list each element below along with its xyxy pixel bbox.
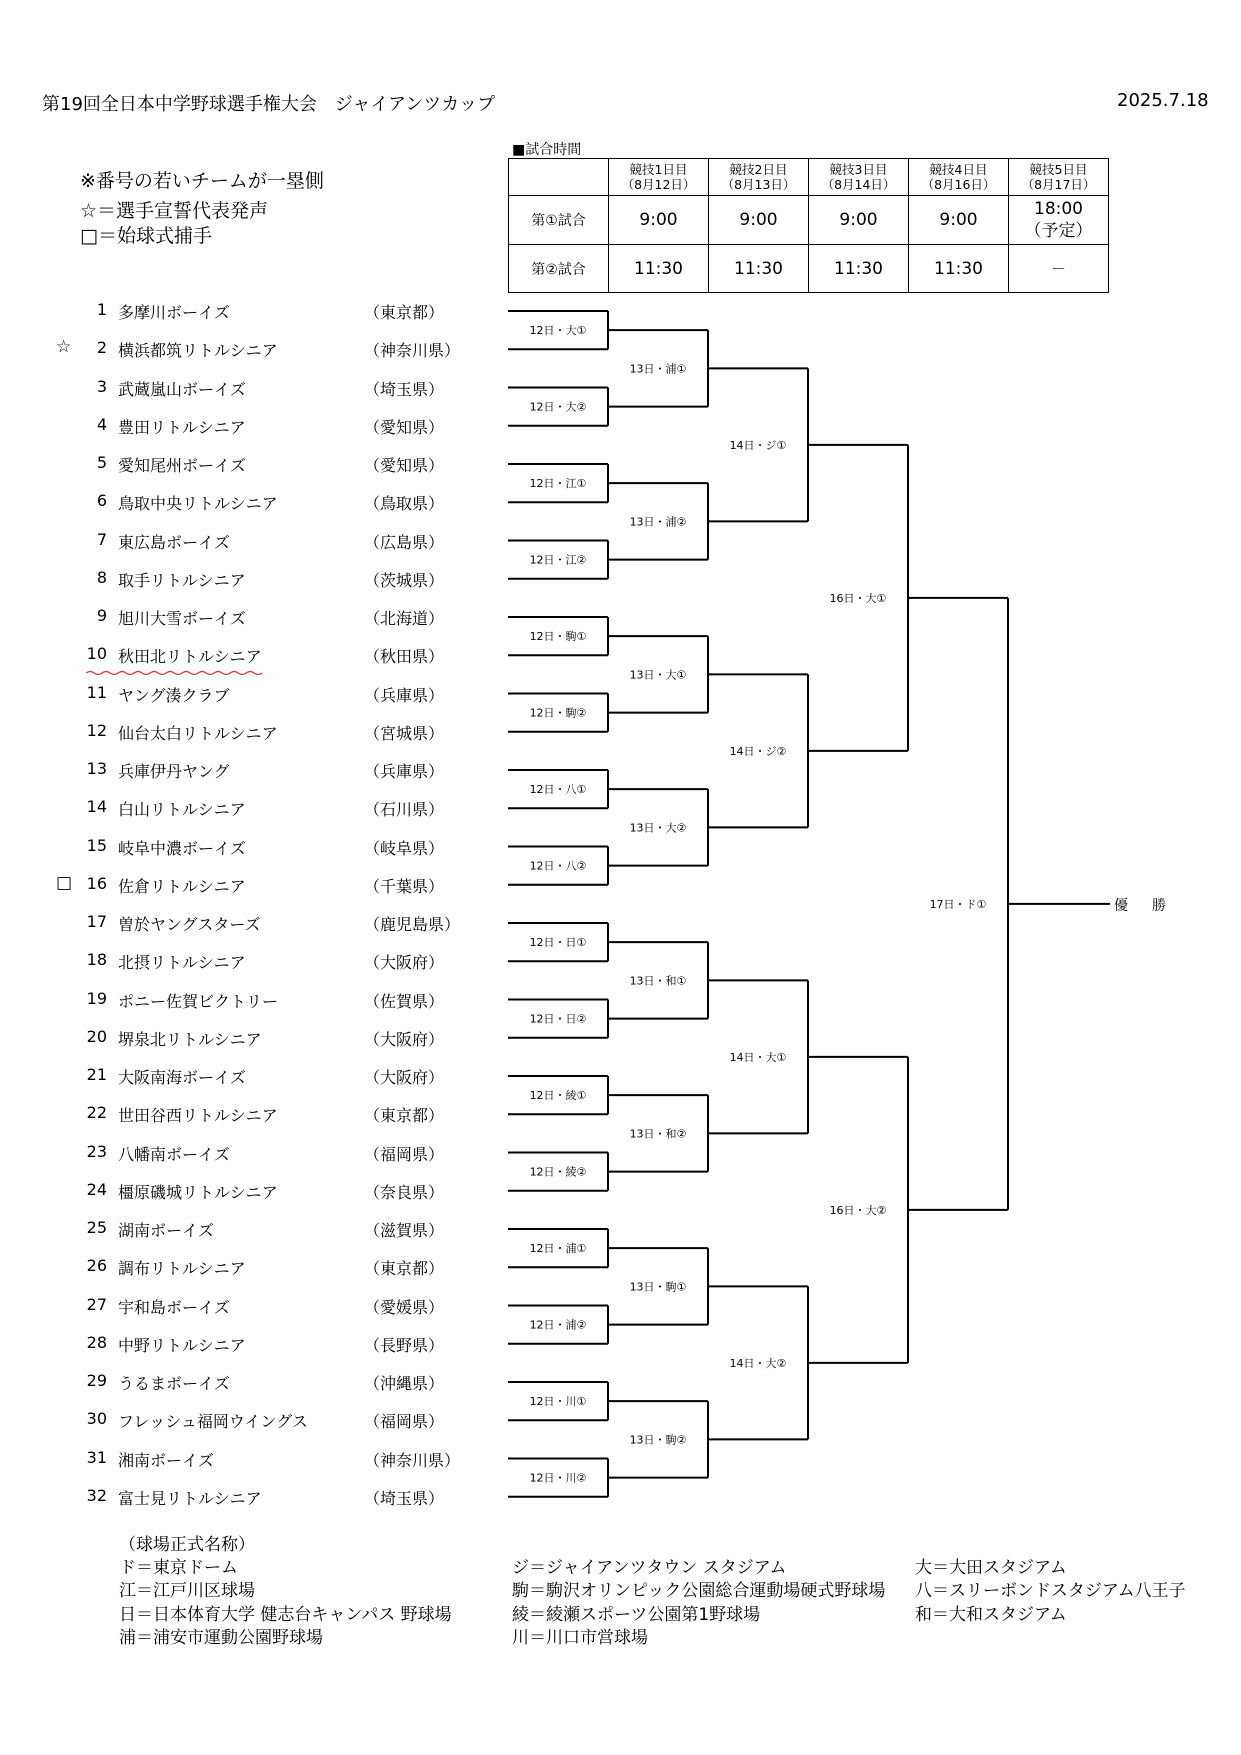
row-label: 第②試合 [509, 245, 609, 293]
team-number: 18 [86, 950, 107, 970]
match-label-r2: 13日・浦② [629, 515, 687, 529]
match-label-r3: 14日・ジ② [729, 744, 787, 758]
match-label-r3: 14日・大② [729, 1356, 787, 1370]
venue-item: 駒＝駒沢オリンピック公園総合運動場硬式野球場 [512, 1581, 886, 1601]
match-label-r1: 12日・駒② [529, 706, 587, 720]
team-prefecture: （千葉県） [364, 876, 445, 896]
team-number: 23 [86, 1141, 107, 1161]
venue-item: ジ＝ジャイアンツタウン スタジアム [512, 1558, 787, 1578]
team-prefecture: （宮城県） [364, 723, 445, 743]
match-label-r1: 12日・川② [529, 1471, 587, 1485]
match-label-r1: 12日・江② [529, 553, 587, 567]
match-label-r1: 12日・浦① [529, 1242, 587, 1256]
team-number: 22 [86, 1103, 107, 1123]
team-number: 14 [86, 797, 107, 817]
day-1-header: 競技1日目 （8月12日） [609, 159, 709, 196]
team-number: 4 [96, 414, 107, 434]
team-prefecture: （兵庫県） [364, 762, 445, 781]
time-cell: － [1009, 245, 1109, 293]
match-label-r1: 12日・綾② [529, 1165, 587, 1179]
team-prefecture: （茨城県） [364, 570, 445, 590]
match-label-r2: 13日・和① [629, 974, 687, 988]
match-label-r1: 12日・綾① [529, 1089, 587, 1103]
team-name: フレッシュ福岡ウイングス [118, 1412, 308, 1432]
team-prefecture: （埼玉県） [364, 1488, 445, 1508]
match-label-r2: 13日・大① [629, 668, 687, 682]
team-name: 富士見リトルシニア [118, 1488, 262, 1508]
venue-item: 日＝日本体育大学 健志台キャンパス 野球場 [119, 1605, 452, 1625]
team-number: 10 [86, 644, 107, 664]
team-number: 17 [86, 912, 107, 931]
venue-item: 川＝川口市営球場 [512, 1628, 648, 1648]
team-number: 20 [86, 1026, 107, 1046]
time-cell: 11:30 [609, 245, 709, 293]
team-number: 26 [86, 1256, 107, 1276]
match-label-r2: 13日・駒② [629, 1433, 687, 1447]
team-number: 15 [86, 835, 107, 855]
venue-item: 綾＝綾瀬スポーツ公園第1野球場 [512, 1605, 761, 1625]
team-number: 21 [86, 1065, 107, 1084]
match-label-r2: 13日・駒① [629, 1280, 687, 1294]
team-prefecture: （福岡県） [364, 1412, 445, 1432]
day-5-header: 競技5日目 （8月17日） [1009, 159, 1109, 196]
time-cell: 9:00 [909, 196, 1009, 245]
team-number: 13 [86, 759, 107, 778]
team-prefecture: （秋田県） [364, 647, 445, 667]
match-label-r1: 12日・大① [529, 324, 587, 338]
team-number: 29 [86, 1371, 107, 1390]
schedule-caption: ■試合時間 [512, 142, 582, 158]
match-label-r3: 14日・ジ① [729, 438, 787, 452]
page-title: 第19回全日本中学野球選手権大会 ジャイアンツカップ [42, 94, 496, 115]
team-name: 橿原磯城リトルシニア [118, 1182, 278, 1202]
team-number: 9 [96, 606, 107, 625]
match-label-r1: 12日・駒① [529, 630, 587, 644]
team-name: 仙台太白リトルシニア [118, 723, 278, 743]
team-name: 秋田北リトルシニア [118, 647, 262, 667]
match-label-r1: 12日・日① [529, 936, 587, 950]
time-cell: 9:00 [709, 196, 809, 245]
team-prefecture: （兵庫県） [364, 685, 445, 705]
venue-item: 大＝大田スタジアム [915, 1558, 1067, 1578]
note-oath-mark: ☆＝選手宣誓代表発声 [80, 200, 269, 222]
note-first-base: ※番号の若いチームが一塁側 [80, 170, 324, 192]
team-prefecture: （神奈川県） [364, 1450, 461, 1470]
team-prefecture: （大阪府） [364, 953, 445, 973]
venue-heading: （球場正式名称） [119, 1535, 255, 1555]
team-prefecture: （岐阜県） [364, 838, 445, 858]
team-mark: □ [56, 872, 73, 893]
team-prefecture: （沖縄県） [364, 1374, 445, 1393]
team-name: ヤング湊クラブ [118, 685, 230, 705]
team-name: 曽於ヤングスターズ [118, 915, 261, 934]
team-number: 2 [96, 338, 107, 358]
day-4-header: 競技4日目 （8月16日） [909, 159, 1009, 196]
team-name: ポニー佐賀ビクトリー [118, 991, 279, 1011]
team-number: 25 [86, 1218, 107, 1237]
venue-item: 浦＝浦安市運動公園野球場 [119, 1628, 323, 1648]
time-cell: 11:30 [709, 245, 809, 293]
venue-item: 八＝スリーボンドスタジアム八王子 [915, 1581, 1186, 1601]
team-prefecture: （長野県） [364, 1335, 445, 1355]
match-label-r1: 12日・日② [529, 1012, 587, 1026]
team-prefecture: （滋賀県） [364, 1221, 445, 1240]
team-name: 宇和島ボーイズ [118, 1297, 230, 1317]
team-prefecture: （奈良県） [364, 1182, 445, 1202]
team-number: 8 [96, 567, 107, 587]
team-name: 武蔵嵐山ボーイズ [118, 379, 246, 399]
team-prefecture: （東京都） [364, 303, 445, 322]
team-prefecture: （愛知県） [364, 456, 445, 475]
team-number: 5 [96, 453, 107, 472]
team-number: 6 [96, 491, 107, 511]
team-name: 湘南ボーイズ [118, 1450, 214, 1470]
match-label-r1: 12日・八① [529, 783, 587, 797]
match-label-r3: 14日・大① [729, 1050, 787, 1064]
match-label-r2: 13日・大② [629, 821, 687, 835]
match-label-r1: 12日・川① [529, 1395, 587, 1409]
team-name: 白山リトルシニア [118, 800, 246, 820]
team-prefecture: （大阪府） [364, 1029, 445, 1049]
team-name: 東広島ボーイズ [118, 532, 230, 552]
match-label-r1: 12日・大② [529, 400, 587, 414]
team-name: 北摂リトルシニア [118, 953, 246, 973]
team-name: 湖南ボーイズ [118, 1221, 214, 1240]
team-number: 19 [86, 988, 107, 1008]
team-name: 旭川大雪ボーイズ [118, 609, 246, 628]
team-name: 多摩川ボーイズ [118, 303, 230, 322]
team-number: 11 [86, 682, 107, 702]
row-label: 第①試合 [509, 196, 609, 245]
team-name: 世田谷西リトルシニア [118, 1106, 278, 1126]
time-cell: 11:30 [809, 245, 909, 293]
team-mark: ☆ [56, 337, 72, 358]
team-number: 24 [86, 1179, 107, 1199]
team-prefecture: （石川県） [364, 800, 445, 820]
team-prefecture: （愛媛県） [364, 1297, 445, 1317]
team-name: 堺泉北リトルシニア [118, 1029, 262, 1049]
team-number: 7 [96, 529, 107, 549]
champion-label: 優 勝 [1114, 898, 1171, 914]
team-name: 愛知尾州ボーイズ [118, 456, 246, 475]
venue-item: 和＝大和スタジアム [915, 1605, 1067, 1625]
team-prefecture: （佐賀県） [364, 991, 445, 1011]
team-name: 豊田リトルシニア [118, 417, 246, 437]
team-name: 佐倉リトルシニア [118, 876, 246, 896]
team-prefecture: （北海道） [364, 609, 445, 628]
team-number: 32 [86, 1485, 107, 1505]
team-number: 16 [86, 873, 107, 893]
team-name: うるまボーイズ [118, 1374, 230, 1393]
time-cell: 9:00 [809, 196, 909, 245]
team-number: 3 [96, 376, 107, 396]
team-number: 1 [96, 300, 107, 319]
team-prefecture: （福岡県） [364, 1144, 445, 1164]
team-prefecture: （大阪府） [364, 1068, 445, 1087]
team-prefecture: （東京都） [364, 1259, 445, 1279]
team-name: 取手リトルシニア [118, 570, 246, 590]
team-name: 岐阜中濃ボーイズ [118, 838, 246, 858]
team-prefecture: （埼玉県） [364, 379, 445, 399]
team-prefecture: （東京都） [364, 1106, 445, 1126]
document-date: 2025.7.18 [1117, 90, 1209, 111]
match-label-final: 17日・ド① [929, 897, 987, 911]
match-label-r4: 16日・大② [829, 1203, 887, 1217]
team-number: 30 [86, 1409, 107, 1429]
match-label-r2: 13日・浦① [629, 362, 687, 376]
time-cell: 11:30 [909, 245, 1009, 293]
team-prefecture: （愛知県） [364, 417, 445, 437]
team-prefecture: （鳥取県） [364, 494, 445, 514]
team-name: 大阪南海ボーイズ [118, 1068, 246, 1087]
note-catcher-mark: □＝始球式捕手 [80, 225, 212, 247]
day-3-header: 競技3日目 （8月14日） [809, 159, 909, 196]
match-label-r1: 12日・浦② [529, 1318, 587, 1332]
team-number: 28 [86, 1332, 107, 1352]
team-number: 12 [86, 720, 107, 740]
team-prefecture: （鹿児島県） [364, 915, 461, 934]
team-name: 兵庫伊丹ヤング [118, 762, 230, 781]
team-name: 中野リトルシニア [118, 1335, 246, 1355]
match-label-r2: 13日・和② [629, 1127, 687, 1141]
venue-item: ド＝東京ドーム [119, 1558, 238, 1578]
team-number: 27 [86, 1294, 107, 1314]
time-cell: 18:00 （予定） [1009, 196, 1109, 245]
team-prefecture: （広島県） [364, 532, 445, 552]
match-label-r1: 12日・江① [529, 477, 587, 491]
team-prefecture: （神奈川県） [364, 341, 461, 361]
team-name: 横浜都筑リトルシニア [118, 341, 278, 361]
match-label-r1: 12日・八② [529, 859, 587, 873]
match-label-r4: 16日・大① [829, 591, 887, 605]
venue-item: 江＝江戸川区球場 [119, 1581, 255, 1601]
team-number: 31 [86, 1447, 107, 1467]
time-cell: 9:00 [609, 196, 709, 245]
day-2-header: 競技2日目 （8月13日） [709, 159, 809, 196]
team-name: 鳥取中央リトルシニア [118, 494, 278, 514]
team-name: 八幡南ボーイズ [118, 1144, 230, 1164]
team-name: 調布リトルシニア [118, 1259, 246, 1279]
